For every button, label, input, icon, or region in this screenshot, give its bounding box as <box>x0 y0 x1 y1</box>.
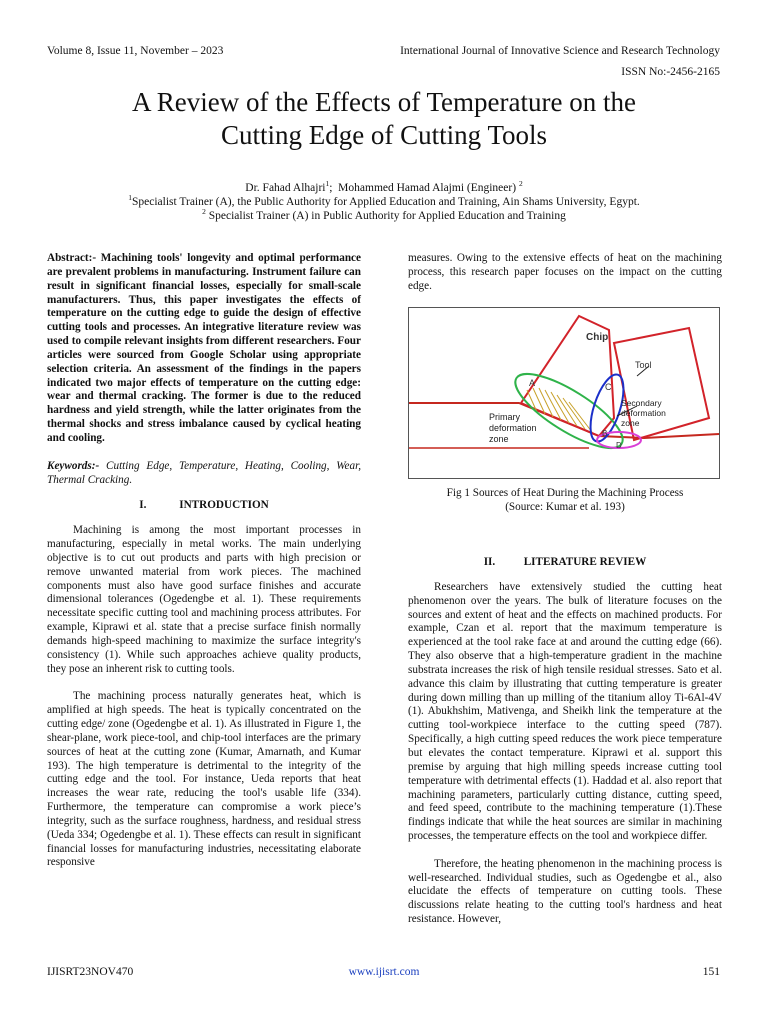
continued-paragraph: measures. Owing to the extensive effects of heat on the machining process, this research paper focuses on the impact on the cutting edge. <box>408 252 722 292</box>
author-separator: ; <box>329 182 339 194</box>
intro-paragraph-2: The machining process naturally generates heat, which is amplified at high speeds. The heat is typically concentrated on the cutting edge/ zone (Ogedengbe et al. 1). As illustrated in Figure 1, the shear-plane, work piece-tool, and chip-tool interfaces are the primary sources of heat at the cutting zone (Kumar, Amarnath, and Kumar 193). The high temperature is detrimental to the integrity of the cutting edge and the tool. For instance, Ueda reports that heat increases the wear rate, reducing the tool's usable life (334). Furthermore, the temperature can compromise a work piece’s integrity, such as the surface roughness, hardness, and residual stress (Ueda 334; Ogedengbe et al. 1). These effects can result in significant financial losses for manufacturing industries, necessitating elaborate responsive <box>47 690 361 869</box>
lit-paragraph-2: Therefore, the heating phenomenon in the machining process is well-researched. Individual studies, such as Ogedengbe et al., also elucidate the effects of temperature on cutting tools. These discussions relate heating to the cutting tool's hardness and heat resistance. However, <box>408 857 722 926</box>
secondary-zone-label-2: deformation <box>621 408 666 418</box>
zone-d-label: D <box>616 441 622 450</box>
keywords-text: Cutting Edge, Temperature, Heating, Cooling, Wear, Thermal Cracking. <box>47 459 361 486</box>
intro-paragraph-1: Machining is among the most important processes in manufacturing, especially in metal works. The main underlying objective is to cut out products and parts with high precision or remove unwanted material from work pieces. The machined components must also have good surface finishes and accurate dimensional tolerances (Ogedengbe et al. 1). These requirements necessitate specific cutting tool and machining process attributes. For example, Kiprawi et al. state that a precise surface finish normally demands high-speed machining to maximize the surface integrity's consistency (1). While such approaches achieve quality products, they pose an inherent risk to cutting tools. <box>47 524 361 675</box>
figure-caption-line-2: (Source: Kumar et al. 193) <box>505 500 625 513</box>
affiliation-1-sup: 1 <box>128 193 132 203</box>
lit-paragraph-1: Researchers have extensively studied the cutting heat phenomenon over the years. The bulk of literature focuses on the sources and extent of heat and the effects on machined products. For example, Czan et al. report that the maximum temperature is experienced at the tool rake face at and around the cutting edge (66). They also observe that a high-temperature gradient in the machine substrata increases the risk of high tensile residual stresses. Sato et al. advance this claim by illustrating that cutting temperature is greater during down milling than up milling of the titanium alloy Ti-6Al-4V (1). Abukhshim, Mativenga, and Sheikh link the temperature at the cutting tool-workpiece interface to the cutting speed (787). Specifically, a high cutting speed reduces the work piece temperature but elevates the contact temperature. Kiprawi et al. support this premise by arguing that high milling speeds increase cutting tool temperature with detrimental effects (1). Haddad et al. also report that machining parameters, particularly cutting distance, cutting speed, and feed speed, contribute to the machining temperature (1).These findings indicate that while the heat sources are similar in machining processes, the temperature effects on the tool and workpiece differ. <box>408 580 722 843</box>
keywords <box>47 460 361 488</box>
affiliation-1-text: Specialist Trainer (A), the Public Authority for Applied Education and Training, Ain Shams University, Egypt. <box>131 196 640 208</box>
affiliation-2-text: Specialist Trainer (A) in Public Authority for Applied Education and Training <box>205 210 566 222</box>
paper-id: IJISRT23NOV470 <box>47 966 134 978</box>
section-number: I. <box>139 499 147 512</box>
section-number: II. <box>483 556 496 568</box>
author-2: Mohammed Hamad Alajmi (Engineer) <box>338 182 519 194</box>
issn: ISSN No:-2456-2165 <box>621 66 720 78</box>
section-heading-introduction <box>47 499 361 513</box>
zone-c-label: C <box>605 382 612 392</box>
primary-zone-label-2: deformation <box>489 423 537 433</box>
figure-caption <box>398 487 732 514</box>
affiliation-1 <box>0 195 768 209</box>
author-2-sup: 2 <box>518 179 523 189</box>
author-1-sup: 1 <box>325 179 330 189</box>
zone-b-label: B <box>602 429 608 438</box>
section-heading-literature-review <box>408 556 722 570</box>
chip-label: Chip <box>586 332 609 343</box>
figure-1 <box>408 307 720 479</box>
zone-a-label: A <box>529 378 536 388</box>
section-title: LITERATURE REVIEW <box>523 556 647 568</box>
keywords-label: Keywords:- <box>47 459 100 472</box>
title-line-2: Cutting Edge of Cutting Tools <box>220 120 548 150</box>
figure-caption-line-1: Fig 1 Sources of Heat During the Machining Process <box>446 487 684 499</box>
left-column <box>47 252 361 870</box>
page-number: 151 <box>702 966 720 978</box>
right-column-bottom <box>408 556 722 927</box>
paper-title <box>0 86 768 152</box>
authors-line <box>0 181 768 195</box>
secondary-zone-label-1: Secondary <box>621 398 662 408</box>
journal-website-link[interactable]: www.ijisrt.com <box>348 966 420 978</box>
volume-issue: Volume 8, Issue 11, November – 2023 <box>47 45 224 57</box>
affiliation-2-sup: 2 <box>202 207 206 217</box>
tool-label: Tool <box>635 360 652 370</box>
abstract: Abstract:- Machining tools' longevity and optimal performance are prevalent problems in manufacturing. Instrument failure can result in significant financial losses, especially for small-scale manufacturers. Thus, this paper investigates the effects of temperature on the cutting edge to guide the design of effective cutting tools and processes. An integrative literature review was used to compile relevant insights from different researchers. Four articles were sourced from Google Scholar using appropriate selection criteria. An assessment of the findings in the papers indicated two major effects of temperature on the cutting edge: wear and thermal cracking. The former is due to the reduced hardness and yield strength, while the latter originates from the thermal shocks and stress imbalance caused by cyclical heating and cooling. <box>47 252 361 444</box>
secondary-zone-label-3: zone <box>621 418 640 428</box>
affiliation-2 <box>0 209 768 223</box>
primary-zone-label-1: Primary <box>489 412 520 422</box>
journal-name: International Journal of Innovative Science and Research Technology <box>400 45 720 57</box>
cutting-zone-diagram <box>409 308 719 478</box>
right-column-top <box>408 252 722 294</box>
title-line-1: A Review of the Effects of Temperature on the <box>132 87 636 117</box>
section-title: INTRODUCTION <box>179 499 269 512</box>
primary-zone-label-3: zone <box>489 434 509 444</box>
author-1: Dr. Fahad Alhajri <box>245 182 326 194</box>
